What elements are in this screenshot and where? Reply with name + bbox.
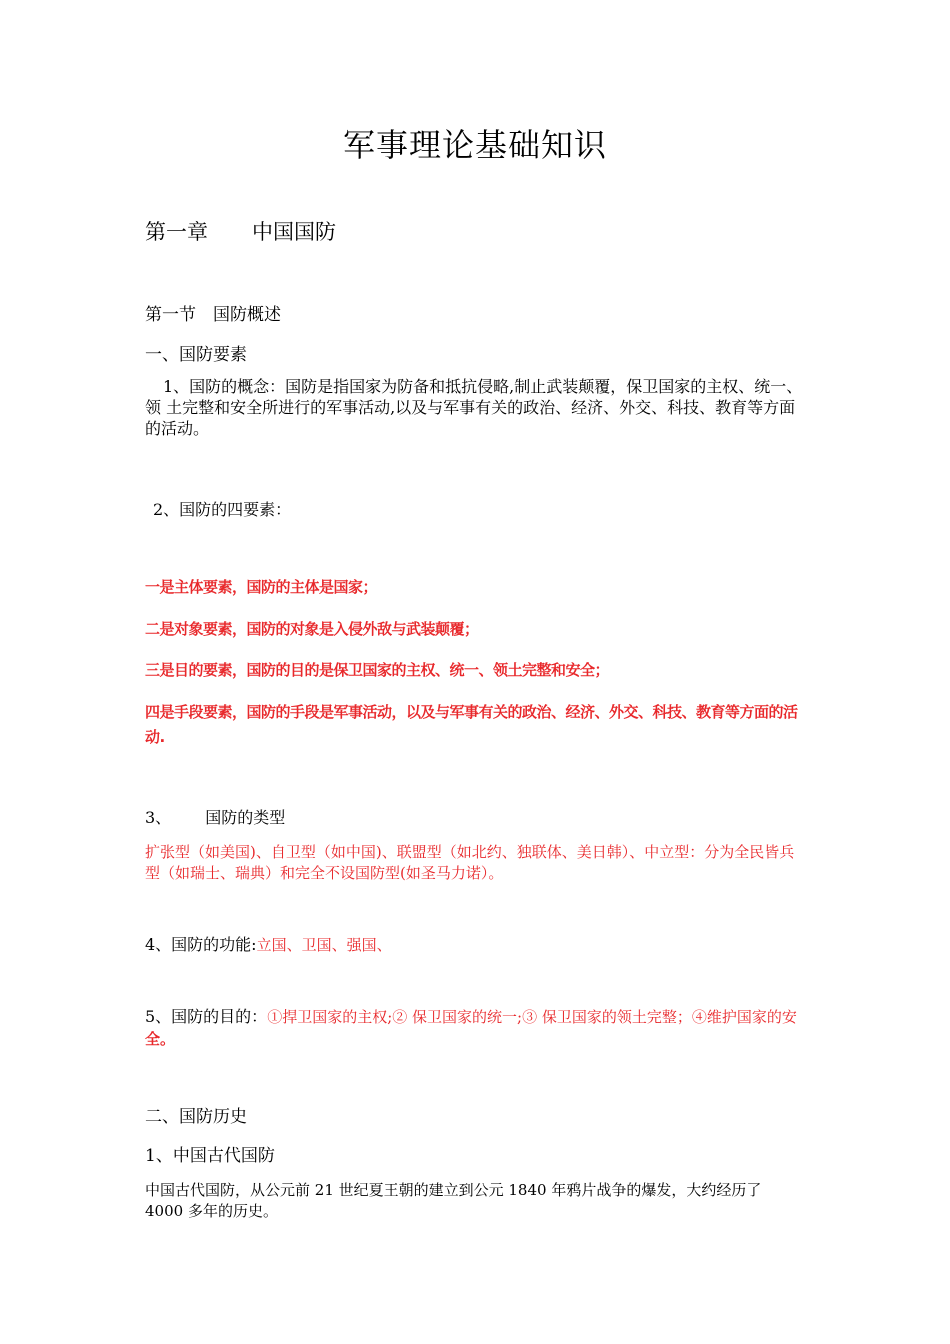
- function-text: 立国、卫国、强国、: [256, 936, 392, 954]
- part-heading-history: 二、国防历史: [145, 1107, 247, 1127]
- types-heading-number: 3、: [145, 808, 172, 827]
- ancient-defense-paragraph: 中国古代国防，从公元前 21 世纪夏王朝的建立到公元 1840 年鸦片战争的爆发，大约经历了 4000 多年的历史。: [145, 1181, 762, 1220]
- concept-paragraph: 1、国防的概念：国防是指国家为防备和抵抗侵略,制止武装颠覆，保卫国家的主权、统一、 领 土完整和安全所进行的军事活动,以及与军事有关的政治、经济、外交、科技、教育等方面的活动。: [145, 377, 811, 438]
- element-item: 四是手段要素，国防的手段是军事活动，以及与军事有关的政治、经济、外交、科技、教育等方面的活动.: [145, 703, 798, 746]
- chapter-heading: [145, 216, 336, 246]
- goal-paragraph: [145, 1006, 800, 1050]
- goal-tail: 全。: [145, 1030, 176, 1048]
- section-heading: 第一节 国防概述: [145, 305, 281, 325]
- function-line: [145, 932, 392, 955]
- element-item: 一是主体要素，国防的主体是国家；: [145, 578, 378, 596]
- chapter-number: 第一章: [145, 220, 208, 244]
- function-label: 4、国防的功能:: [145, 935, 257, 954]
- types-paragraph: 扩张型（如美国)、自卫型（如中国)、联盟型（如北约、独联体、美日韩）、中立型：分为全民皆兵型（如瑞士、瑞典）和完全不设国防型(如圣马力诺）。: [145, 843, 795, 882]
- element-item: 三是目的要素，国防的目的是保卫国家的主权、统一、领土完整和安全；: [145, 661, 610, 679]
- goal-text: ①捍卫国家的主权;② 保卫国家的统一;③ 保卫国家的领土完整；④维护国家的安: [267, 1008, 797, 1026]
- ancient-defense-heading: 1、中国古代国防: [145, 1146, 275, 1166]
- types-heading: [145, 805, 285, 828]
- document-title: 军事理论基础知识: [342, 126, 607, 164]
- element-item: 二是对象要素，国防的对象是入侵外敌与武装颠覆；: [145, 620, 479, 638]
- types-heading-text: 国防的类型: [205, 808, 286, 827]
- four-elements-heading: 2、国防的四要素：: [153, 500, 292, 519]
- goal-label: 5、国防的目的：: [145, 1007, 268, 1026]
- chapter-name: 中国国防: [252, 220, 336, 244]
- part-heading-elements: 一、国防要素: [145, 345, 247, 365]
